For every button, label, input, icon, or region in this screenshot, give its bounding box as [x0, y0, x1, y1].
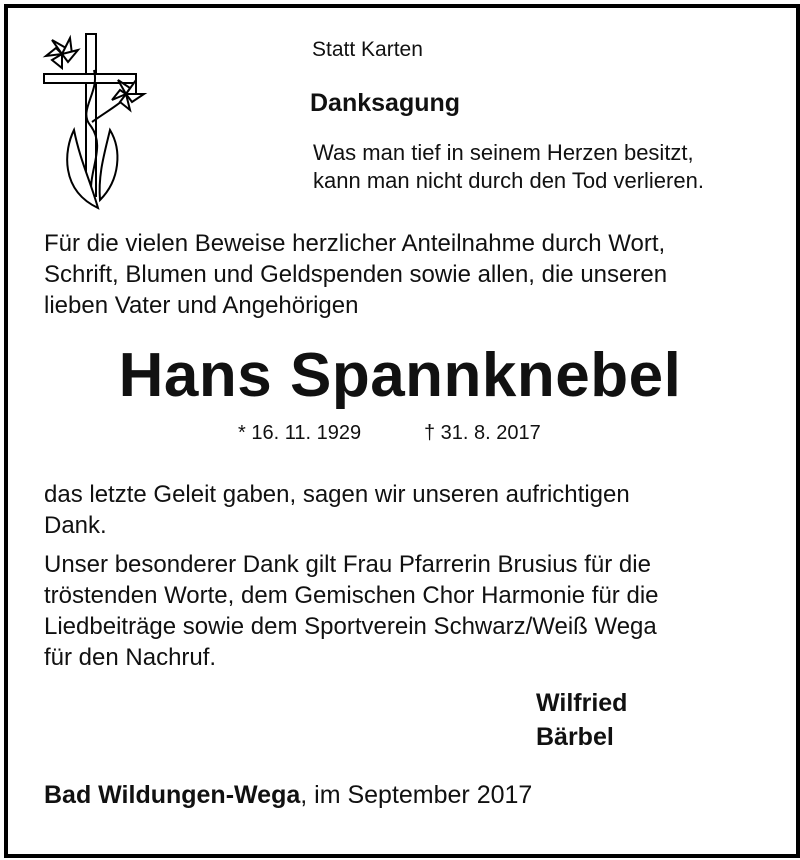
text-line: tröstenden Worte, dem Gemischen Chor Harmonie für die — [44, 582, 659, 609]
text-line: lieben Vater und Angehörigen — [44, 292, 359, 319]
intro-paragraph — [44, 228, 667, 321]
date-text: , im September 2017 — [300, 781, 533, 809]
signer-name: Wilfried — [536, 689, 628, 717]
text-line: das letzte Geleit gaben, sagen wir unseren aufrichtigen — [44, 481, 630, 508]
thanks-paragraph — [44, 479, 630, 541]
text-line: Schrift, Blumen und Geldspenden sowie allen, die unseren — [44, 261, 668, 288]
text-line: für den Nachruf. — [44, 644, 217, 671]
quote-line: kann man nicht durch den Tod verlieren. — [313, 168, 704, 193]
special-thanks-paragraph — [44, 549, 659, 673]
text-line: Liedbeiträge sowie dem Sportverein Schwarz/Weiß Wega — [44, 613, 657, 640]
death-date: † 31. 8. 2017 — [424, 422, 541, 444]
text-line: Dank. — [44, 512, 107, 539]
place-and-date — [44, 781, 532, 810]
quote-line: Was man tief in seinem Herzen besitzt, — [313, 140, 694, 165]
text-line: Für die vielen Beweise herzlicher Anteilnahme durch Wort, — [44, 230, 666, 257]
header-small-text: Statt Karten — [312, 38, 423, 61]
birth-date: * 16. 11. 1929 — [238, 422, 362, 444]
notice-heading: Danksagung — [310, 89, 461, 117]
quote-block — [313, 139, 704, 195]
deceased-name: Hans Spannknebel — [118, 341, 682, 410]
cross-with-lilies-icon — [40, 30, 150, 215]
place-name: Bad Wildungen-Wega — [44, 781, 301, 809]
signer-name: Bärbel — [536, 723, 614, 751]
text-line: Unser besonderer Dank gilt Frau Pfarrerin Brusius für die — [44, 551, 651, 578]
